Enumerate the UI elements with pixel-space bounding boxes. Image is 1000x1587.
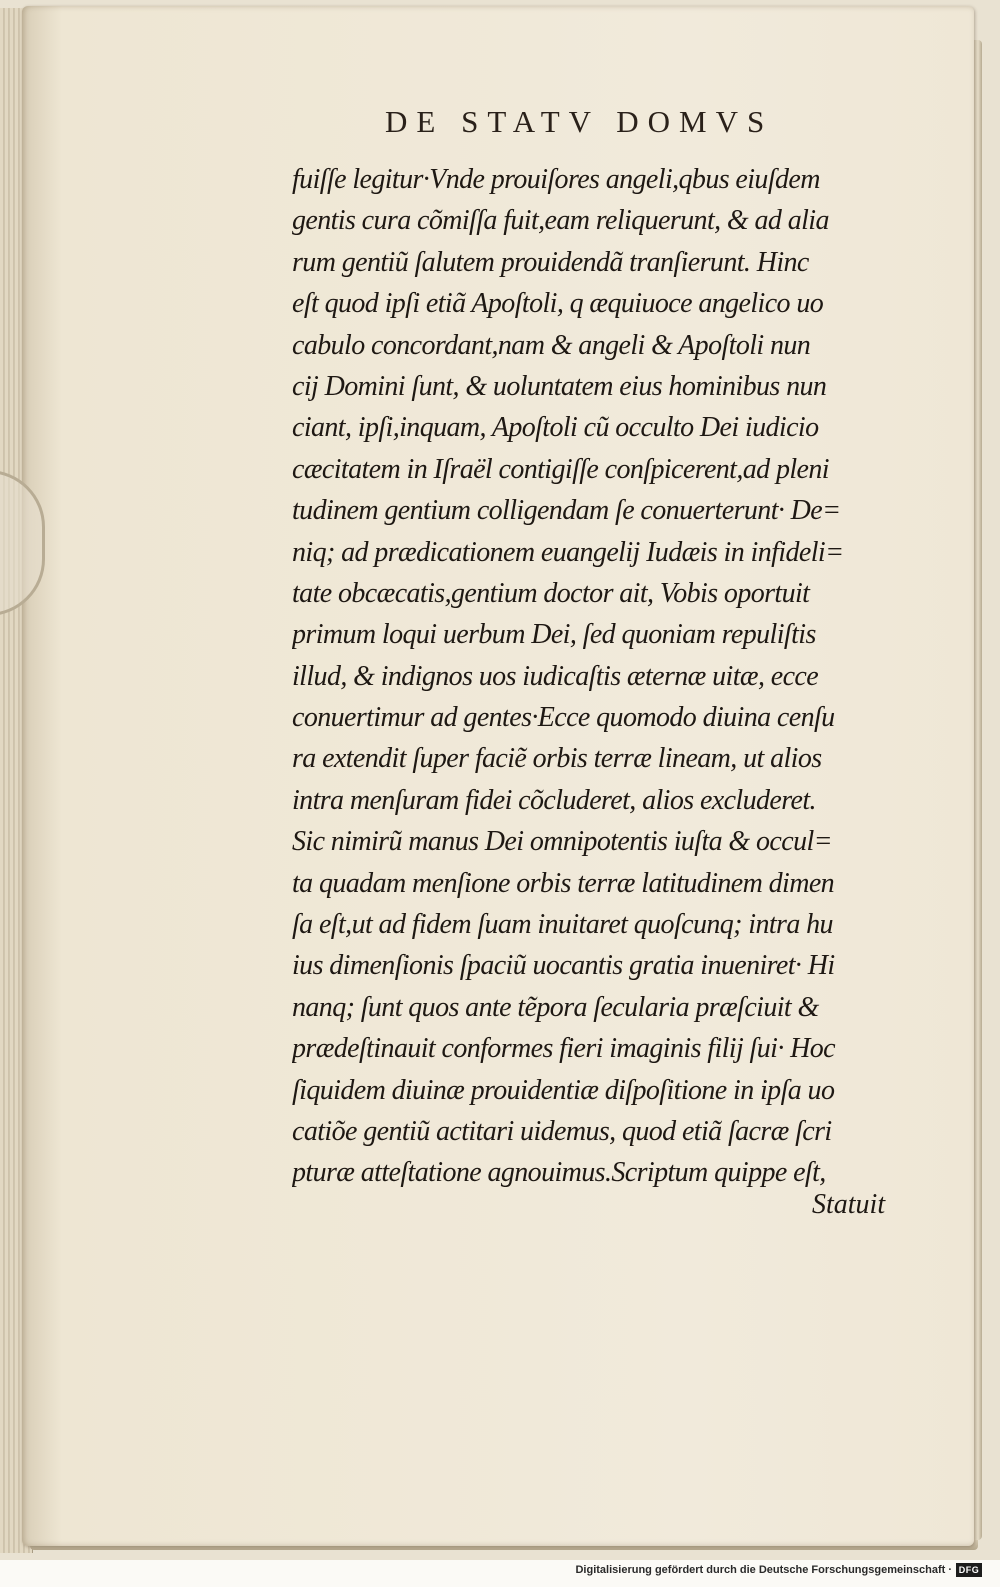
text-line: pturæ atteſtatione agnouimus.Scriptum quippe eſt, xyxy=(292,1157,826,1189)
text-line: Sic nimirũ manus Dei omnipotentis iuſta & occul= xyxy=(292,826,832,858)
text-line: intra menſuram fidei cõcluderet, alios excluderet. xyxy=(292,784,816,816)
text-line: ra extendit ſuper faciẽ orbis terræ lineam, ut alios xyxy=(292,743,822,775)
text-line: ius dimenſionis ſpaciũ uocantis gratia inueniret· Hi xyxy=(292,950,835,982)
running-head: DE STATV DOMVS xyxy=(385,104,774,139)
text-line: tate obcæcatis,gentium doctor ait, Vobis oportuit xyxy=(292,577,810,609)
text-line: rum gentiũ ſalutem prouidendã tranſierunt. Hinc xyxy=(292,246,809,278)
text-line: gentis cura cõmiſſa fuit,eam reliquerunt, & ad alia xyxy=(292,205,829,237)
text-line: nanq; ſunt quos ante tẽpora ſecularia præſciuit & xyxy=(292,991,819,1023)
text-line: catiõe gentiũ actitari uidemus, quod etiã ſacræ ſcri xyxy=(292,1115,832,1147)
text-line: fuiſſe legitur·Vnde prouiſores angeli,qbus eiuſdem xyxy=(292,164,820,195)
text-line: ſa eſt,ut ad fidem ſuam inuitaret quoſcunq; intra hu xyxy=(292,909,833,941)
text-line: conuertimur ad gentes·Ecce quomodo diuina cenſu xyxy=(292,702,835,734)
text-line: niq; ad prædicationem euangelij Iudæis in infideli= xyxy=(292,536,844,568)
catchword: Statuit xyxy=(812,1189,886,1220)
text-line: cij Domini ſunt, & uoluntatem eius hominibus nun xyxy=(292,370,827,402)
text-line: cæcitatem in Iſraël contigiſſe conſpicerent,ad pleni xyxy=(292,453,829,485)
text-line: tudinem gentium colligendam ſe conuerterunt· De= xyxy=(292,495,841,527)
dfg-logo: DFG xyxy=(956,1563,982,1577)
text-line: ta quadam menſione orbis terræ latitudinem dimen xyxy=(292,867,835,899)
digitization-credit: Digitalisierung gefördert durch die Deutsche Forschungsgemeinschaft · xyxy=(575,1564,952,1576)
text-line: illud, & indignos uos iudicaſtis æternæ uitæ, ecce xyxy=(292,660,819,692)
text-line: ciant, ipſi,inquam, Apoſtoli cũ occulto Dei iudicio xyxy=(292,412,819,444)
text-line: cabulo concordant,nam & angeli & Apoſtoli nun xyxy=(292,329,811,361)
text-line: eſt quod ipſi etiã Apoſtoli, q æquiuoce angelico uo xyxy=(292,288,824,320)
text-line: ſiquidem diuinæ prouidentiæ diſpoſitione in ipſa uo xyxy=(292,1074,835,1106)
text-line: prædeſtinauit conformes fieri imaginis filij ſui· Hoc xyxy=(292,1033,835,1065)
text-block xyxy=(292,159,920,1194)
text-line: primum loqui uerbum Dei, ſed quoniam repuliſtis xyxy=(292,619,816,651)
